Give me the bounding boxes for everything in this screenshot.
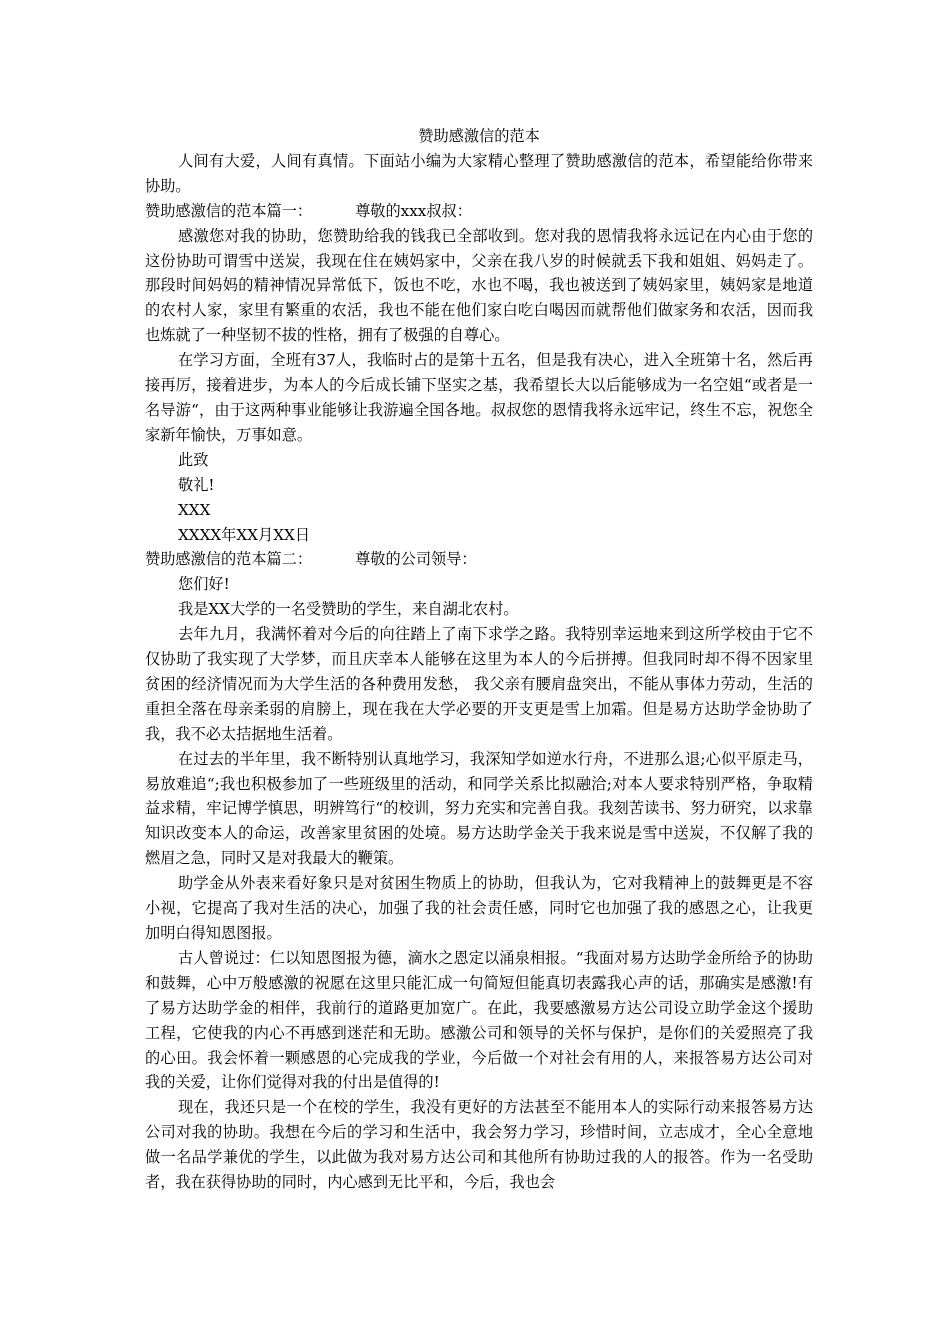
document-title: 赞助感激信的范本: [418, 127, 540, 145]
letter2-heading: 赞助感激信的范本篇二：: [145, 550, 313, 569]
letter1-paragraph: 在学习方面，全班有37人，我临时占的是第十五名，但是我有决心，进入全班第十名，然后再接再厉，接着进步，为本人的今后成长铺下坚实之基，我希望长大以后能够成为一名空姐“或者是一名导游“，由于这两种事业能够让我游遍全国各地。叔叔您的恩情我将永远牢记，终生不忘，祝您全家新年愉快，万事如意。: [145, 351, 813, 444]
letter2-greeting: 尊敬的公司领导：: [355, 550, 477, 569]
letter2-paragraph: 古人曾说过：仁以知恩图报为德，滴水之恩定以涌泉相报。“我面对易方达助学金所给予的协助和鼓舞，心中万般感激的祝愿在这里只能汇成一句简短但能真切表露我心声的话，那确实是感激!有了易方达助学金的相伴，我前行的道路更加宽广。在此，我要感激易方达公司设立助学金这个援助工程，它使我的内心不再感到迷茫和无助。感激公司和领导的关怀与保护，是你们的关爱照亮了我的心田。我会怀着一颗感恩的心完成我的学业，今后做一个对社会有用的人，来报答易方达公司对我的关爱，让你们觉得对我的付出是值得的!: [145, 948, 813, 1092]
letter2-paragraph: 现在，我还只是一个在校的学生，我没有更好的方法甚至不能用本人的实际行动来报答易方达公司对我的协助。我想在今后的学习和生活中，我会努力学习，珍惜时间，立志成才，全心全意地做一名品学兼优的学生，以此做为我对易方达公司和其他所有协助过我的人的报答。作为一名受助者，我在获得协助的同时，内心感到无比平和，今后，我也会: [145, 1098, 813, 1192]
letter1-date: XXXX年XX月XX日: [178, 525, 311, 544]
letter1-heading-line: [145, 199, 813, 224]
letter1-heading: 赞助感激信的范本篇一：: [145, 201, 313, 220]
letter2-paragraph: 在过去的半年里，我不断特别认真地学习，我深知学如逆水行舟，不进那么退;心似平原走马，易放难追“;我也积极参加了一些班级里的活动，和同学关系比拟融洽;对本人要求特别严格，争取精益求精，牢记博学慎思，明辨笃行“的校训，努力充实和完善自我。我刻苦读书、努力研究，以求靠知识改变本人的命运，改善家里贫困的处境。易方达助学金关于我来说是雪中送炭，不仅解了我的燃眉之急，同时又是对我最大的鞭策。: [145, 749, 813, 868]
letter1-closing: 此致: [178, 450, 209, 469]
intro-paragraph: 人间有大爱，人间有真情。下面站小编为大家精心整理了赞助感激信的范本，希望能给你带来协助。: [145, 151, 813, 195]
letter1-signature: XXX: [178, 500, 211, 519]
letter1-greeting: 尊敬的xxx叔叔：: [355, 201, 472, 220]
letter2-paragraph: 助学金从外表来看好象只是对贫困生物质上的协助，但我认为，它对我精神上的鼓舞更是不容小视，它提高了我对生活的决心，加强了我的社会责任感，同时它也加强了我的感恩之心，让我更加明白得知恩图报。: [145, 874, 813, 942]
letter1-salute: 敬礼!: [178, 475, 215, 494]
letter2-paragraph: 去年九月，我满怀着对今后的向往踏上了南下求学之路。我特别幸运地来到这所学校由于它不仅协助了我实现了大学梦，而且庆幸本人能够在这里为本人的今后拼搏。但我同时却不得不因家里贫困的经济情况而为大学生活的各种费用发愁， 我父亲有腰肩盘突出，不能从事体力劳动，生活的重担全落在母亲柔弱的肩膀上，现在我在大学必要的开支更是雪上加霜。但是易方达助学金协助了我，我不必太拮据地生活着。: [145, 625, 813, 743]
letter2-paragraph: 我是XX大学的一名受赞助的学生，来自湖北农村。: [178, 600, 519, 619]
letter2-salutation: 您们好!: [178, 575, 230, 594]
document-page: [145, 124, 813, 1195]
letter1-paragraph: 感激您对我的协助，您赞助给我的钱我已全部收到。您对我的恩情我将永远记在内心由于您的这份协助可谓雪中送炭，我现在住在姨妈家中，父亲在我八岁的时候就丢下我和姐姐、妈妈走了。那段时间妈妈的精神情况异常低下，饭也不吃，水也不喝，我也被送到了姨妈家里，姨妈家是地道的农村人家，家里有繁重的农活，我也不能在他们家白吃白喝因而就帮他们做家务和农活，因而我也炼就了一种坚韧不拔的性格，拥有了极强的自尊心。: [145, 226, 813, 345]
letter2-heading-line: [145, 547, 813, 572]
